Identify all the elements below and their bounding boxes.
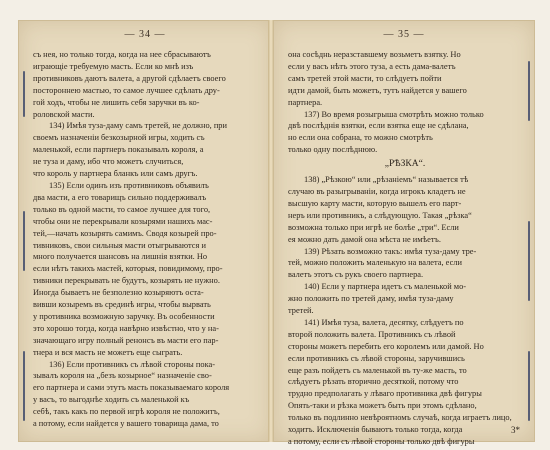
text-line: жно положить по третей даму, имѣя туза-даму bbox=[288, 294, 454, 304]
text-line: тнера и вся масть не можетъ еще сыграть. bbox=[33, 347, 183, 357]
text-line: тивниковъ, свои сильныя масти отыгрываются и bbox=[33, 240, 206, 250]
text-line: тей, можно положить маленькую на валета, если bbox=[288, 258, 462, 268]
text-line: гой ходъ, чтобы не лишить себя заручки въ ко- bbox=[33, 97, 200, 107]
right-page bbox=[273, 20, 535, 446]
text-line: 138) „Рѣзкою“ или „рѣзаніемъ“ называется тѣ bbox=[304, 175, 469, 185]
text-line: партнера. bbox=[288, 97, 323, 107]
page-number: — 35 — bbox=[383, 29, 425, 40]
text-line: противниковъ даютъ валета, а другой сдѣлаетъ своего bbox=[33, 73, 226, 83]
text-line: его партнера и сами этутъ масть показываемаго короля bbox=[33, 383, 230, 393]
text-line: а потому, если съ лѣвой стороны только двѣ фигуры bbox=[288, 437, 475, 446]
text-line: идти дамой, быть можетъ, тутъ найдется у вашего bbox=[288, 85, 467, 95]
text-line: 141) Имѣя туза, валета, десятку, слѣдуетъ по bbox=[304, 317, 464, 327]
text-line: два масти, а его товарищъ сильно поддерживалъ bbox=[33, 192, 207, 202]
text-line: маленькой, если партнеръ показывалъ короля, а bbox=[33, 145, 204, 155]
text-line: постороннею мастью, то самое лучшее сдѣлать дру- bbox=[33, 85, 220, 95]
text-line: неръ или противникъ, а слѣдующую. Такая „рѣзка“ bbox=[288, 210, 472, 220]
text-line: самъ третей этой масти, то слѣдуетъ пойти bbox=[288, 73, 442, 83]
text-line: если противникъ съ лѣвой стороны, заручившись bbox=[288, 353, 465, 363]
text-line: случаю въ разыгрываніи, когда игрокъ кладетъ не bbox=[288, 186, 466, 196]
text-line: что король у партнера бланкъ или самъ другъ. bbox=[33, 169, 198, 179]
text-line: тей,—начать козырять самимъ. Сводя козырей про- bbox=[33, 228, 217, 238]
text-line: чтобы они не перекрывали козырями нашихъ мас- bbox=[33, 216, 213, 226]
pencil-mark bbox=[528, 351, 530, 421]
page-text bbox=[33, 49, 259, 430]
text-line: много получается шансовъ на лишнія взятки. Но bbox=[33, 252, 208, 262]
text-line: 135) Если одинъ изъ противниковъ объявилъ bbox=[49, 180, 209, 190]
text-line: 134) Имѣя туза-даму самъ третей, не должно, при bbox=[49, 121, 227, 131]
text-line: двѣ послѣднія взятки, если взятка еще не сдѣлана, bbox=[288, 121, 469, 131]
text-line: слѣдуетъ рѣзать вторично десяткой, потому что bbox=[288, 377, 459, 387]
text-line: ея можно дать дамой она мѣста не имѣетъ. bbox=[288, 234, 441, 244]
text-line: только въ одной масти, то самое лучшее для того, bbox=[33, 204, 211, 214]
text-line: своемъ назначеніи безкозырной игры, ходить съ bbox=[33, 133, 205, 143]
text-line: зывалъ короля на „безъ козырное“ назначеніе сво- bbox=[33, 371, 212, 381]
pencil-mark bbox=[23, 211, 25, 271]
text-line: ходитъ. Исключенія бываютъ только тогда, когда bbox=[288, 425, 463, 435]
text-line: еще разъ пойдетъ съ маленькой въ ту-же масть, то bbox=[288, 365, 467, 375]
text-line: у противника возможную заручку. Въ особенности bbox=[33, 311, 215, 321]
text-line: 136) Если противникъ съ лѣвой стороны пока- bbox=[49, 359, 216, 369]
text-line: высшую карту масти, которую вышелъ его парт- bbox=[288, 198, 462, 208]
text-line: если у васъ нѣтъ этого туза, а есть дама-валетъ bbox=[288, 61, 456, 71]
text-line: стороны можетъ перебить его королемъ или дамой. Но bbox=[288, 341, 484, 351]
text-line: третей. bbox=[288, 306, 314, 316]
text-line: если нѣтъ такихъ мастей, которыя, повидимому, про- bbox=[33, 264, 223, 274]
pencil-mark bbox=[528, 221, 530, 301]
text-line: роловской масти. bbox=[33, 109, 95, 119]
page-number: — 34 — bbox=[124, 29, 166, 40]
text-line: себѣ, такъ какъ по первой игрѣ короля не положитъ, bbox=[33, 407, 220, 417]
pencil-mark bbox=[528, 61, 530, 121]
signature-mark: 3* bbox=[511, 425, 520, 435]
text-line: 139) Рѣзать возможно такъ: имѣя туза-даму тре- bbox=[304, 246, 477, 256]
text-line: Иногда бываетъ не безполезно козыряютъ оста- bbox=[33, 288, 204, 298]
text-line: но если она собрана, то можно смотрѣть bbox=[288, 133, 433, 143]
text-line: „РѢЗКА“. bbox=[384, 159, 426, 170]
text-line: 140) Если у партнера идетъ съ маленькой мо- bbox=[304, 282, 467, 292]
text-line: играющіе требуемую масть. Если ко мнѣ изъ bbox=[33, 61, 194, 71]
text-line: она сосѣднь неразставшему возьметъ взятку. Но bbox=[288, 50, 461, 59]
text-line: тивники перекрывать не будутъ, козырять не нужно. bbox=[33, 276, 220, 286]
text-line: трудно предполагать у лѣваго противника двѣ фигуры bbox=[288, 389, 482, 399]
text-line: только одну послѣднюю. bbox=[288, 145, 378, 155]
pencil-mark bbox=[23, 351, 25, 421]
text-line: это хорошо тогда, когда навѣрно извѣстно, что у на- bbox=[33, 323, 219, 333]
text-line: возможна только при игрѣ не болѣе „три“. Если bbox=[288, 222, 459, 232]
text-line: валетъ этотъ съ рукъ своего партнера. bbox=[288, 270, 424, 280]
text-line: у васъ, то выгоднѣе ходить съ маленькой къ bbox=[33, 395, 190, 405]
text-line: значающаго игру полный ренонсъ въ масти его пар- bbox=[33, 335, 219, 345]
text-line: только въ подлинно невѣроятномъ случаѣ, когда играетъ лицо, bbox=[288, 413, 512, 423]
text-line: вивши козыремъ въ срединѣ игры, чтобы вырвать bbox=[33, 300, 211, 310]
text-line: 137) Во время розыгрыша смотрѣть можно только bbox=[304, 109, 484, 119]
page-text bbox=[288, 49, 522, 448]
text-line: а потому, если найдется у вашего товарища дама, то bbox=[33, 419, 219, 429]
text-line: не туза и даму, ибо что можетъ случиться, bbox=[33, 157, 184, 167]
left-page bbox=[18, 20, 272, 442]
text-line: съ нея, но только тогда, когда на нее сбрасываютъ bbox=[33, 50, 211, 59]
text-line: Опять-таки и рѣзка можетъ быть при этомъ сдѣлано, bbox=[288, 401, 477, 411]
text-line: второй положить валета. Противникъ съ лѣвой bbox=[288, 329, 456, 339]
pencil-mark bbox=[23, 71, 25, 117]
